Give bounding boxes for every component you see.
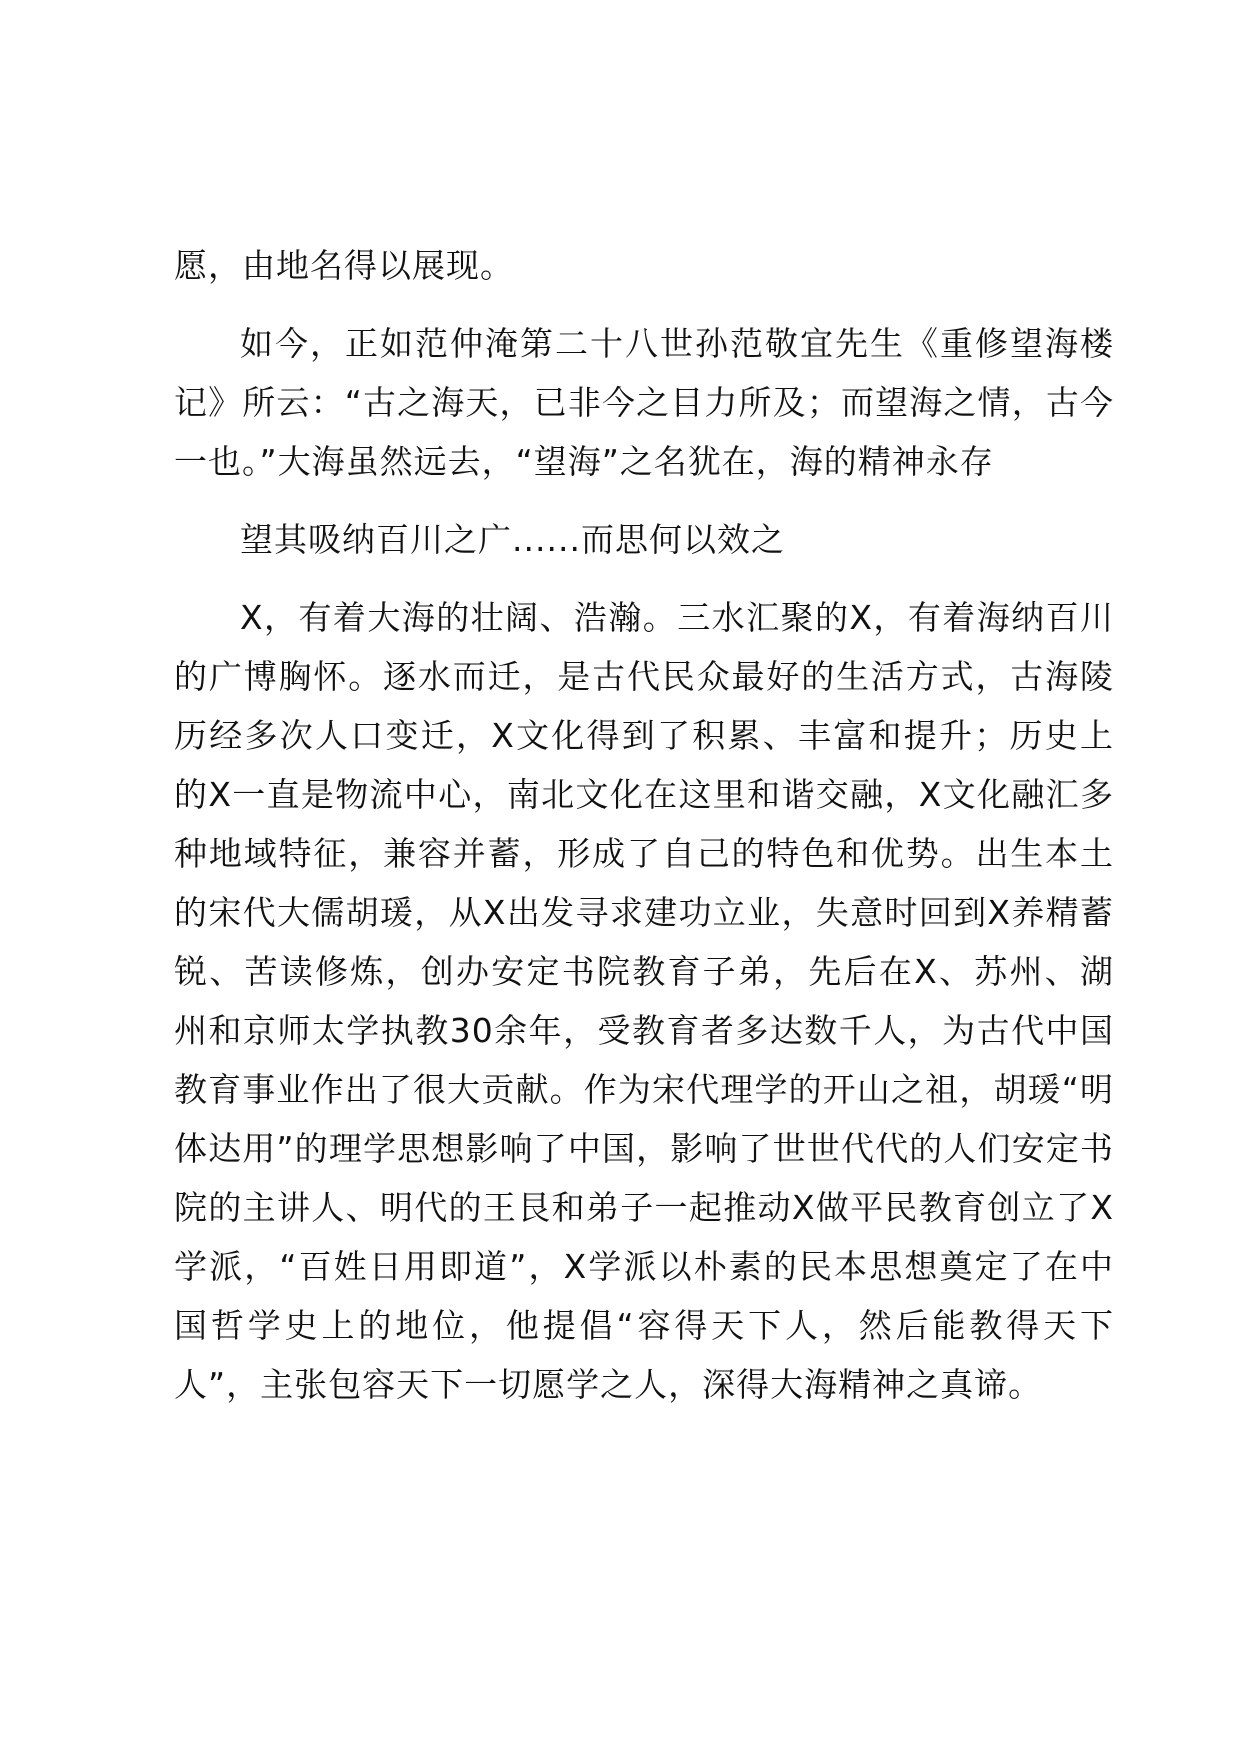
paragraph-1: 愿，由地名得以展现。 — [174, 246, 514, 285]
paragraph-2: 如今，正如范仲淹第二十八世孙范敬宜先生《重修望海楼记》所云：“古之海天，已非今之目力所及；而望海之情，古今一也。”大海虽然远去，“望海”之名犹在，海的精神永存 — [174, 324, 1114, 481]
paragraph-4: X，有着大海的壮阔、浩瀚。三水汇聚的X，有着海纳百川的广博胸怀。逐水而迁，是古代民众最好的生活方式，古海陵历经多次人口变迁，X文化得到了积累、丰富和提升；历史上的X一直是物流中心，南北文化在这里和谐交融，X文化融汇多种地域特征，兼容并蓄，形成了自己的特色和优势。出生本土的宋代大儒胡瑗，从X出发寻求建功立业，失意时回到X养精蓄锐、苦读修炼，创办安定书院教育子弟，先后在X、苏州、湖州和京师太学执教30余年，受教育者多达数千人，为古代中国教育事业作出了很大贡献。作为宋代理学的开山之祖，胡瑗“明体达用”的理学思想影响了中国，影响了世世代代的人们安定书院的主讲人、明代的王艮和弟子一起推动X做平民教育创立了X学派，“百姓日用即道”，X学派以朴素的民本思想奠定了在中国哲学史上的地位，他提倡“容得天下人，然后能教得天下人”，主张包容天下一切愿学之人，深得大海精神之真谛。 — [174, 598, 1114, 1404]
body-text — [174, 236, 1114, 1414]
paragraph-3: 望其吸纳百川之广......而思何以效之 — [240, 520, 785, 559]
